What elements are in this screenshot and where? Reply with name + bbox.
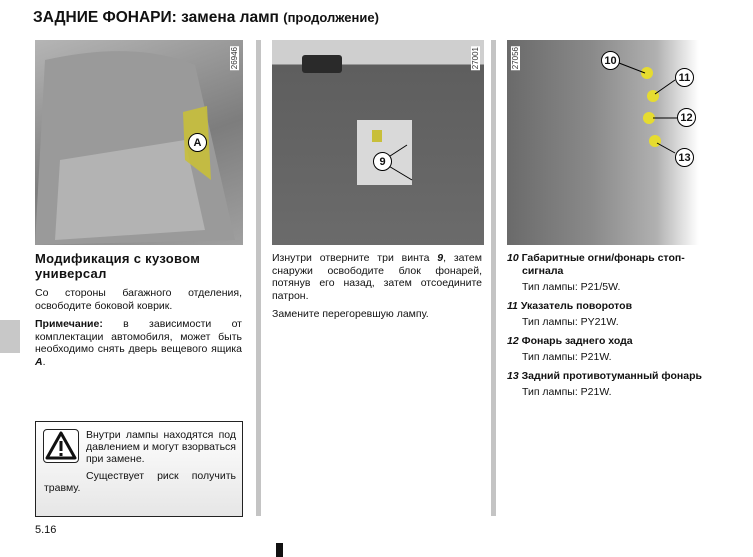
column-divider <box>491 40 496 516</box>
callout-12: 12 <box>677 108 696 127</box>
note-ref: A <box>35 355 43 368</box>
column-lamp-list <box>507 252 722 405</box>
paragraph: Со стороны багажного отделения, освободите боковой коврик. <box>35 287 242 312</box>
callout-a: A <box>188 133 207 152</box>
lamp-type: Тип лампы: P21W. <box>522 386 612 398</box>
interior-illustration <box>272 40 484 245</box>
image-code: 27001 <box>471 47 480 70</box>
note-label: Примечание: <box>35 318 103 330</box>
callout-10: 10 <box>601 51 620 70</box>
lamp-item <box>507 300 722 329</box>
item-number: 13 <box>507 369 519 382</box>
item-label: Задний противотуманный фонарь <box>521 369 702 382</box>
item-label: Указатель поворотов <box>520 299 633 312</box>
trunk-illustration <box>35 40 243 245</box>
item-label: Габаритные огни/фонарь стоп-сигнала <box>521 252 685 277</box>
title-text: ЗАДНИЕ ФОНАРИ: замена ламп <box>33 9 279 26</box>
note <box>35 318 242 368</box>
paragraph: Замените перегоревшую лампу. <box>272 308 429 320</box>
image-code: 26946 <box>230 47 239 70</box>
title-subtitle: (продолжение) <box>283 10 379 25</box>
item-number: 10 <box>507 252 519 264</box>
page-number: 5.16 <box>35 524 57 536</box>
lamp-item <box>507 252 722 294</box>
warning-text: Существует риск получить травму. <box>44 470 236 494</box>
column-instructions <box>272 252 482 327</box>
lamp-unit-photo <box>507 40 720 245</box>
note-end: . <box>42 355 46 368</box>
callout-9: 9 <box>373 152 392 171</box>
page-edge-marker <box>276 543 283 557</box>
paragraph <box>272 252 482 302</box>
page-title <box>33 9 379 27</box>
item-label: Фонарь заднего хода <box>521 334 633 347</box>
trunk-photo <box>35 40 243 245</box>
column-estate-version <box>35 251 242 374</box>
screw-ref: 9 <box>437 252 444 264</box>
item-number: 11 <box>507 299 518 312</box>
item-number: 12 <box>507 334 519 347</box>
callout-11: 11 <box>675 68 694 87</box>
warning-triangle-icon <box>43 429 79 463</box>
warning-box <box>35 421 243 517</box>
callout-13: 13 <box>675 148 694 167</box>
text: Изнутри отверните три винта <box>272 252 438 264</box>
section-heading: Модификация с кузовом универсал <box>35 251 201 281</box>
column-divider <box>256 40 261 516</box>
lamp-type: Тип лампы: P21W. <box>522 351 612 363</box>
text: , затем снаружи освободите блок фонарей, потянув его назад, затем отсоедините патрон. <box>272 252 482 302</box>
lamp-type: Тип лампы: PY21W. <box>522 316 619 328</box>
lamp-item <box>507 370 722 399</box>
warning-text: Внутри лампы находятся под давлением и могут взорваться при замене. <box>86 429 236 465</box>
section-tab <box>0 320 20 353</box>
tail-lamp-inner-photo <box>272 40 484 245</box>
lamp-type: Тип лампы: P21/5W. <box>522 281 621 293</box>
lamp-item <box>507 335 722 364</box>
note-text: в зависимости от комплектации автомобиля, может быть необходимо снять дверь вещевого ящика <box>35 318 242 355</box>
image-code: 27056 <box>511 47 520 70</box>
